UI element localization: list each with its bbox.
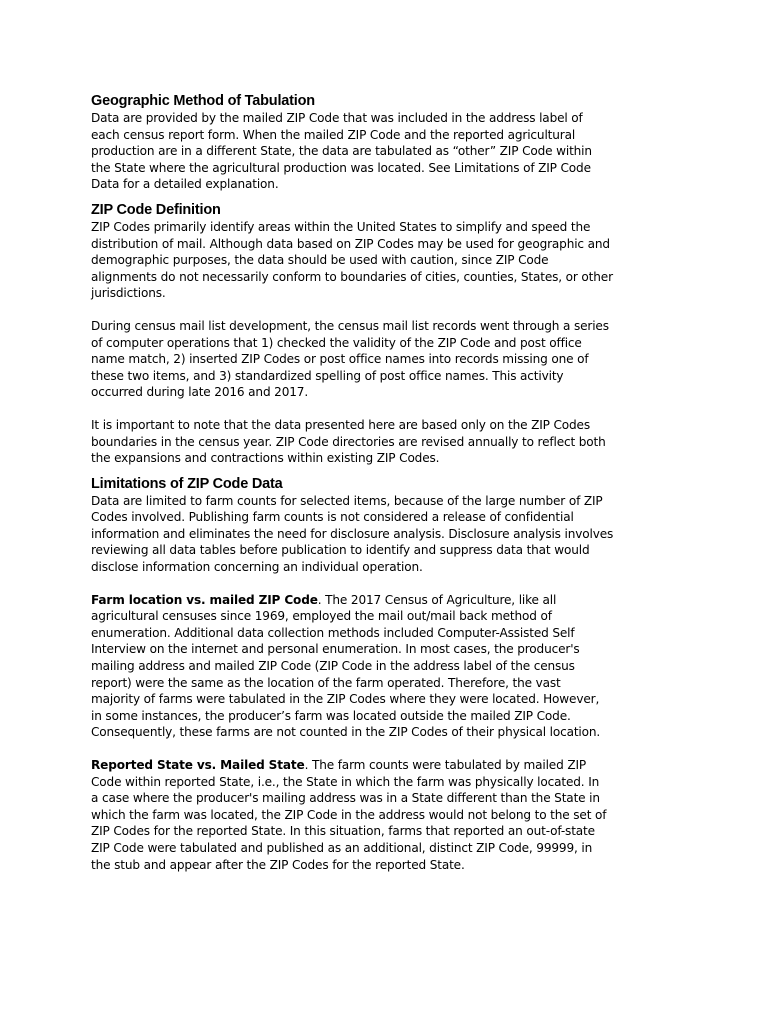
paragraph-reported-state — [91, 757, 691, 873]
paragraph-census-year-boundaries: It is important to note that the data presented here are based only on the ZIP Codes boundaries in the census year. ZIP Code directories are revised annually to reflect both the expansions and contractions within existing ZIP Codes. — [91, 417, 606, 466]
document-page — [91, 92, 691, 873]
paragraph-mail-list-development: During census mail list development, the census mail list records went through a series of computer operations that 1) checked the validity of the ZIP Code and post office name match, 2) inserted ZIP Codes or post office names into records missing one of these two items, and 3) standardized spelling of post office names. This activity occurred during late 2016 and 2017. — [91, 318, 609, 400]
section-heading-zip-code-definition: ZIP Code Definition — [91, 201, 221, 218]
lead-reported-state: Reported State vs. Mailed State — [91, 758, 305, 772]
paragraph-zip-definition: ZIP Codes primarily identify areas within the United States to simplify and speed the distribution of mail. Although data based on ZIP Codes may be used for geographic and demographic purposes, the data should be used with caution, since ZIP Code alignments do not necessarily conform to boundaries of cities, counties, States, or other jurisdictions. — [91, 219, 613, 301]
section-heading-limitations: Limitations of ZIP Code Data — [91, 475, 283, 492]
paragraph-limitations: Data are limited to farm counts for selected items, because of the large number of ZIP Codes involved. Publishing farm counts is not considered a release of confidential information and eliminates the need for disclosure analysis. Disclosure analysis involves reviewing all data tables before publication to identify and suppress data that would disclose information concerning an individual operation. — [91, 493, 614, 575]
section-heading-geographic-method: Geographic Method of Tabulation — [91, 93, 315, 109]
paragraph-geographic-method: Data are provided by the mailed ZIP Code that was included in the address label of each census report form. When the mailed ZIP Code and the reported agricultural production are in a different State, the data are tabulated as “other” ZIP Code within the State where the agricultural production was located. See Limitations of ZIP Code Data for a detailed explanation. — [91, 111, 592, 192]
lead-farm-location: Farm location vs. mailed ZIP Code — [91, 592, 318, 607]
body-reported-state: . The farm counts were tabulated by mailed ZIP Code within reported State, i.e., the State in which the farm was physically located. In a case where the producer's mailing address was in a State different than the State in which the farm was located, the ZIP Code in the address would not belong to the set of ZIP Codes for the reported State. In this situation, farms that reported an out-of-state ZIP Code were tabulated and published as an additional, distinct ZIP Code, 99999, in the stub and appear after the ZIP Codes for the reported State. — [91, 758, 607, 872]
paragraph-farm-location — [91, 592, 691, 741]
body-farm-location: . The 2017 Census of Agriculture, like all agricultural censuses since 1969, employed the mail out/mail back method of enumeration. Additional data collection methods included Computer-Assisted Self Interview on the internet and personal enumeration. In most cases, the producer's mailing address and mailed ZIP Code (ZIP Code in the address label of the census report) were the same as the location of the farm operated. Therefore, the vast majority of farms were tabulated in the ZIP Codes where they were located. However, in some instances, the producer’s farm was located outside the mailed ZIP Code. Consequently, these farms are not counted in the ZIP Codes of their physical location. — [91, 592, 601, 740]
